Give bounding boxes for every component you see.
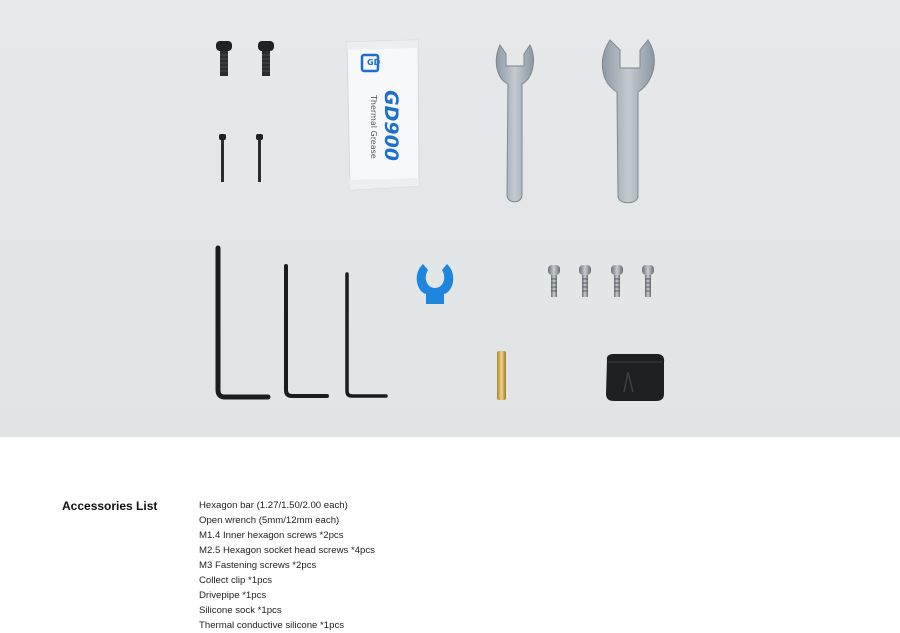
- collect-clip: [417, 264, 454, 304]
- m2-5-hexagon-socket-screw: [548, 265, 560, 297]
- list-item: Open wrench (5mm/12mm each): [199, 515, 340, 526]
- open-wrench-12mm: [602, 40, 654, 203]
- list-item: Thermal conductive silicone *1pcs: [199, 620, 345, 631]
- silicone-sock: [606, 354, 664, 401]
- packet-brand-label: GD900: [380, 90, 402, 162]
- open-wrench-5mm: [496, 45, 533, 202]
- accessories-list: [199, 498, 375, 633]
- list-item: Hexagon bar (1.27/1.50/2.00 each): [199, 500, 348, 511]
- packet-product-label: Thermal Grease: [369, 95, 378, 159]
- accessories-list-title: Accessories List: [62, 499, 158, 513]
- m1-4-inner-hexagon-screw: [256, 134, 263, 182]
- hexagon-bar-2-00: [218, 248, 268, 397]
- list-item: Silicone sock *1pcs: [199, 605, 282, 616]
- list-item: M3 Fastening screws *2pcs: [199, 560, 317, 571]
- list-item: M1.4 Inner hexagon screws *2pcs: [199, 530, 344, 541]
- drivepipe: [497, 351, 506, 400]
- list-item: Collect clip *1pcs: [199, 575, 273, 586]
- m3-fastening-screw: [216, 41, 232, 76]
- m2-5-hexagon-socket-screw: [579, 265, 591, 297]
- packet-logo-letters: GD: [367, 58, 381, 67]
- list-item: Drivepipe *1pcs: [199, 590, 267, 601]
- list-item: M2.5 Hexagon socket head screws *4pcs: [199, 545, 375, 556]
- hexagon-bar-1-27: [347, 274, 386, 396]
- m3-fastening-screw: [258, 41, 274, 76]
- m2-5-hexagon-socket-screw: [642, 265, 654, 297]
- accessories-section: [0, 437, 900, 632]
- m2-5-hexagon-socket-screw: [611, 265, 623, 297]
- m1-4-inner-hexagon-screw: [219, 134, 226, 182]
- hexagon-bar-1-50: [286, 266, 327, 396]
